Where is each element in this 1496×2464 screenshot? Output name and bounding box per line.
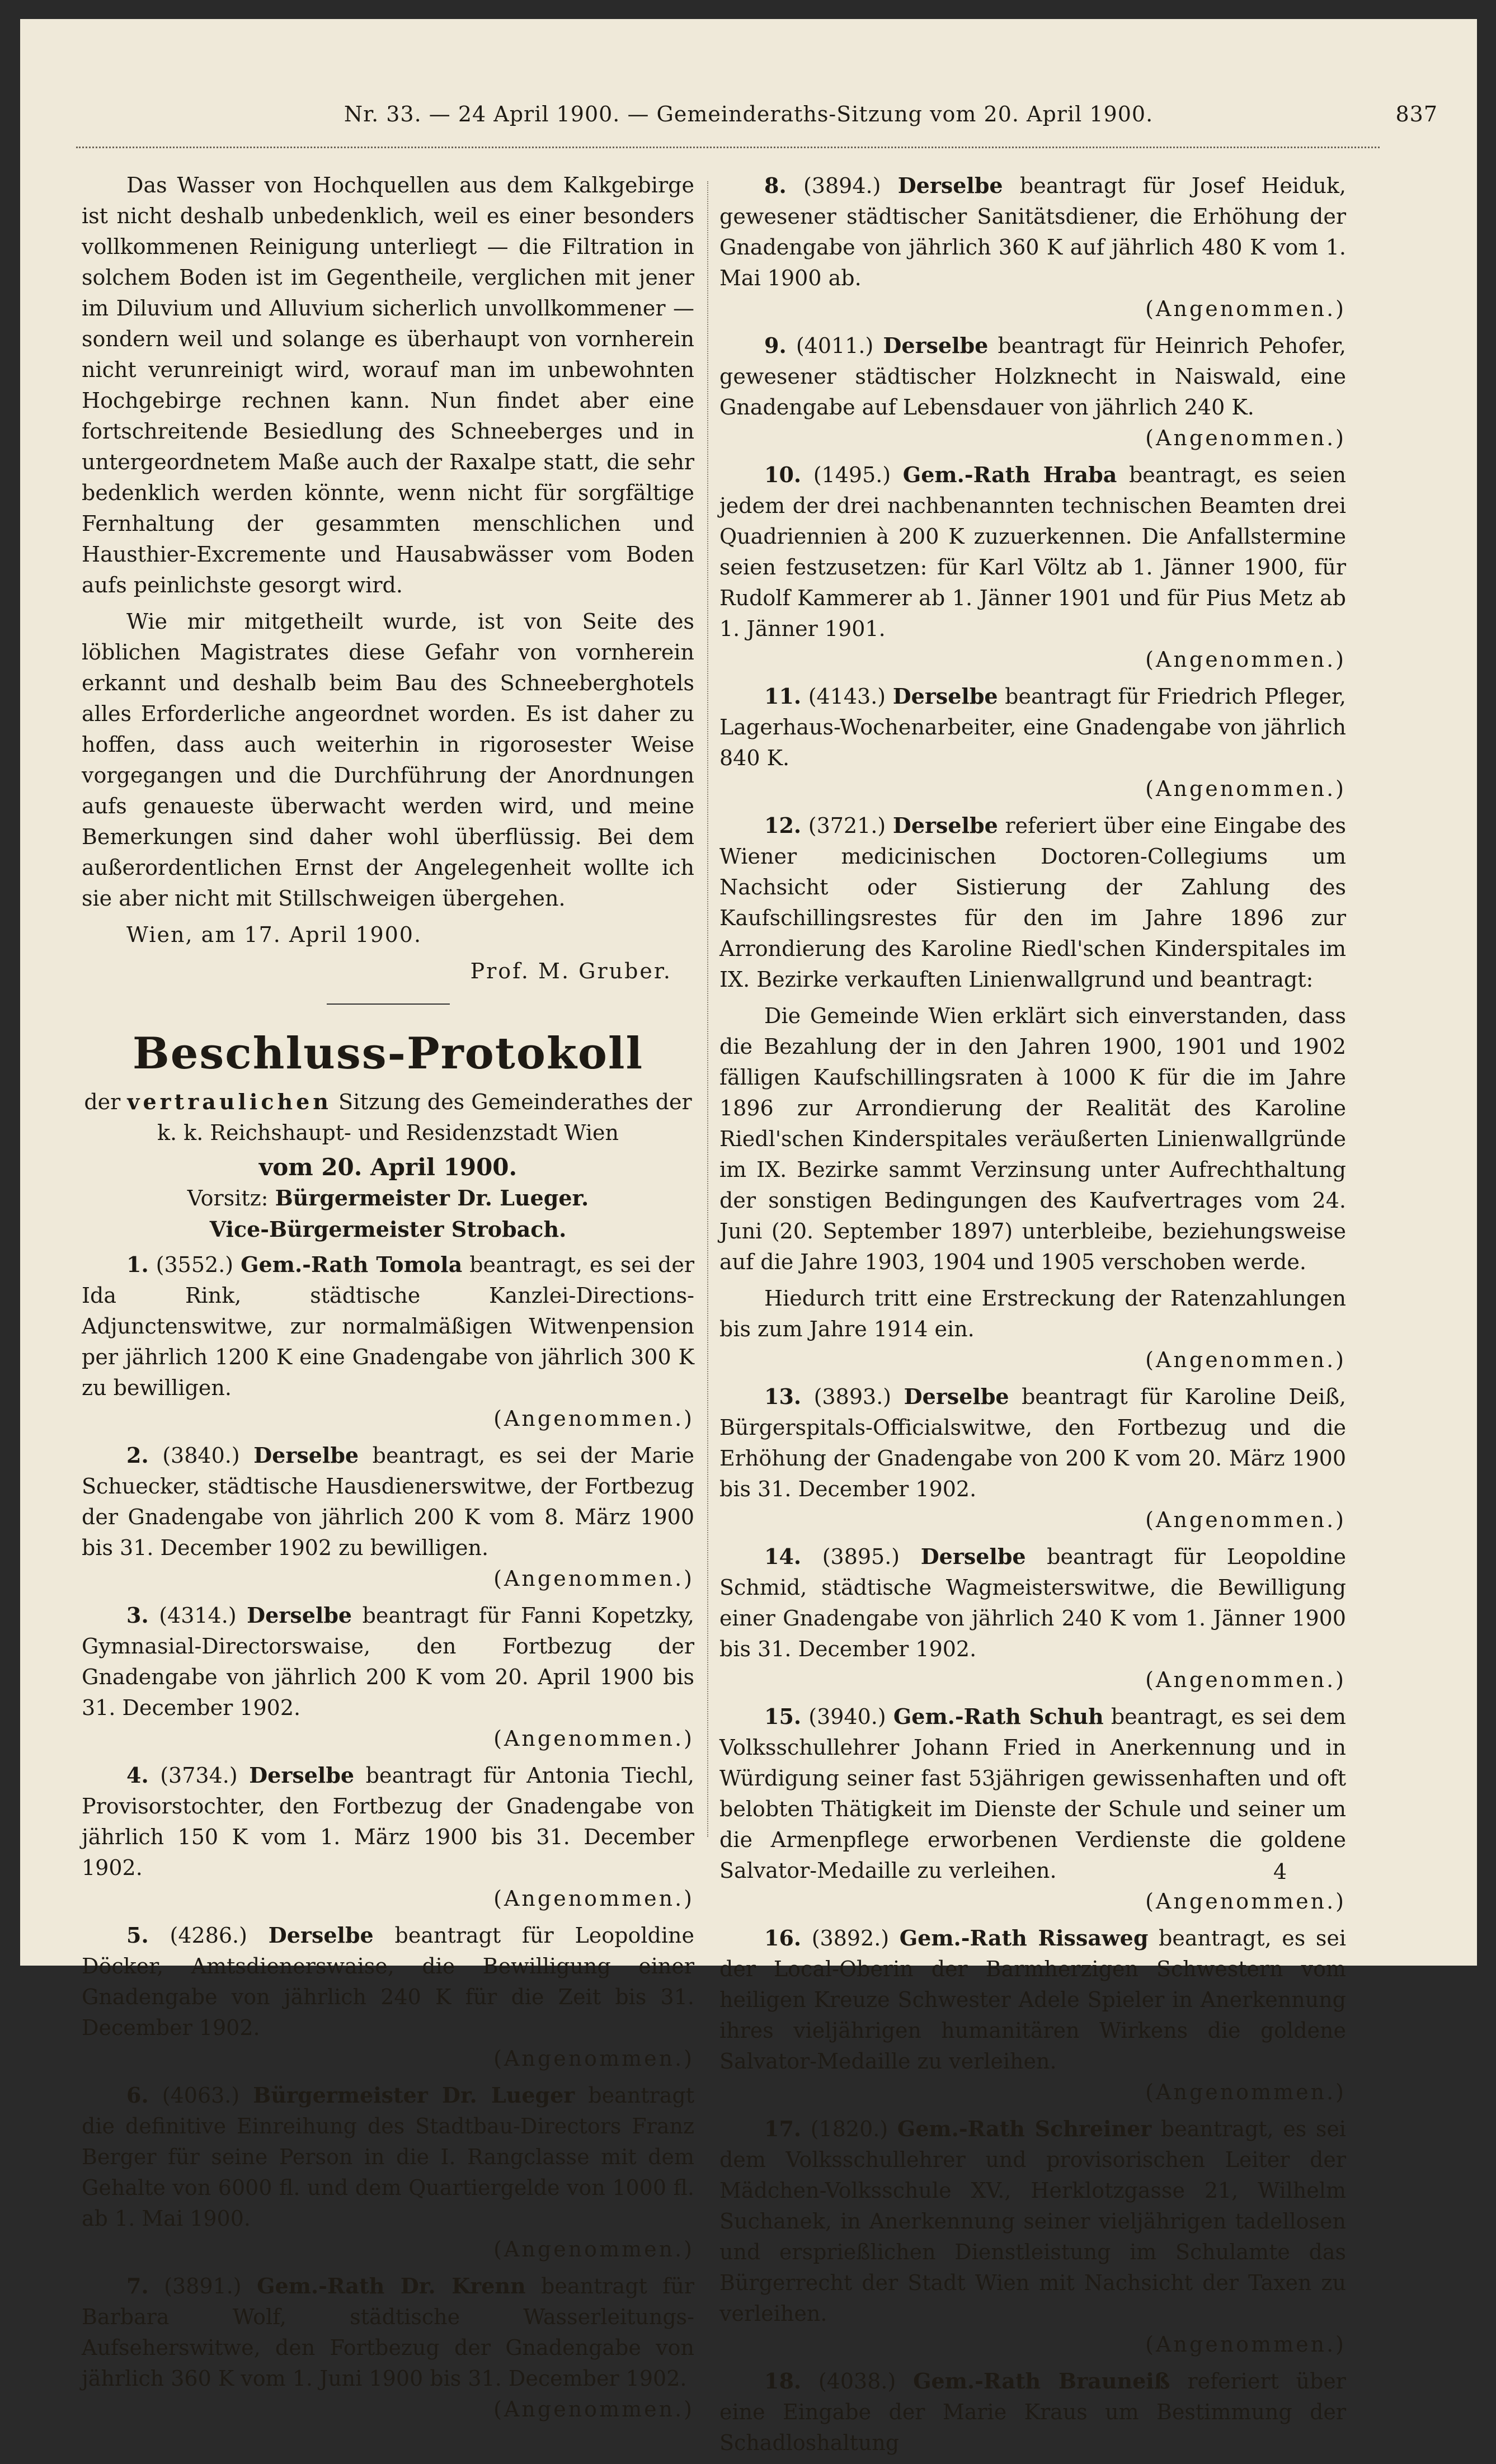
item-reference: (3840.)	[162, 1443, 240, 1468]
item-reference: (1820.)	[810, 2117, 888, 2141]
item-status: (Angenommen.)	[493, 1566, 694, 1591]
item-text: referiert über eine Eingabe des Wiener medicinischen Doctoren-Collegiums um Nachsicht oder Sistierung der Zahlung des Kaufschillingsrestes für den im Jahre 1896 zur Arrondierung des Karoline Riedl'schen Kinderspitales im IX. Bezirke verkauften Linienwallgrund und beantragt:	[719, 813, 1346, 992]
item-number: 15.	[764, 1704, 802, 1729]
item-proposer: Derselbe	[892, 813, 998, 838]
item-proposer: Gem.-Rath Schreiner	[897, 2116, 1152, 2141]
item-reference: (3552.)	[156, 1252, 234, 1277]
protocol-subtitle-1	[82, 1086, 694, 1118]
item-reference: (3895.)	[822, 1544, 900, 1569]
running-header	[20, 92, 1477, 136]
item-text: beantragt, es sei dem Volksschullehrer Johann Fried in Anerkennung und in Würdigung seiner fast 53jährigen gewissenhaften und oft belobten Thätigkeit im Dienste der Schule und seiner um die Armenpflege erworbenen Verdienste die goldene Salvator-Medaille zu verleihen.	[719, 1704, 1346, 1883]
item-reference: (4314.)	[159, 1603, 237, 1628]
item-number: 18.	[764, 2368, 802, 2394]
item-status: (Angenommen.)	[1145, 2080, 1346, 2104]
item-proposer: Derselbe	[883, 333, 989, 358]
item-status: (Angenommen.)	[1145, 296, 1346, 321]
item-reference: (3892.)	[811, 1926, 890, 1951]
item-proposer: Derselbe	[247, 1603, 352, 1628]
item-number: 16.	[764, 1925, 802, 1951]
resolution-item	[719, 1923, 1346, 2077]
item-text: beantragt für Karoline Deiß, Bürgerspitals-Officialswitwe, den Fortbezug und die Erhöhung der Gnadengabe von 200 K vom 20. März 1900 bis 31. December 1902.	[719, 1384, 1346, 1501]
item-status: (Angenommen.)	[1145, 1507, 1346, 1532]
resolution-item	[719, 681, 1346, 774]
item-number: 3.	[126, 1603, 149, 1628]
left-column	[82, 170, 694, 2430]
item-reference: (4063.)	[162, 2083, 240, 2108]
column-divider	[707, 181, 708, 1837]
item-proposer: Gem.-Rath Schuh	[893, 1704, 1104, 1729]
item12-paragraph-3: Hiedurch tritt eine Erstreckung der Ratenzahlungen bis zum Jahre 1914 ein.	[719, 1286, 1346, 1341]
item-reference: (1495.)	[813, 463, 891, 487]
place-date: Wien, am 17. April 1900.	[126, 922, 422, 947]
item-text: beantragt, es sei der Local-Oberin der Barmherzigen Schwestern vom heiligen Kreuze Schwester Adele Spieler in Anerkennung ihres vieljährigen humanitären Wirkens die goldene Salvator-Medaille zu verleihen.	[719, 1926, 1346, 2074]
header-rule	[76, 147, 1380, 154]
item-number: 10.	[764, 462, 802, 487]
protocol-sub-c: Sitzung des Gemeinderathes der	[338, 1090, 692, 1114]
intro-paragraph-1: Das Wasser von Hochquellen aus dem Kalkgebirge ist nicht deshalb unbedenklich, weil es einer besonders vollkommenen Reinigung unterliegt — die Filtration in solchem Boden ist im Gegentheile, verglichen mit jener im Diluvium und Alluvium sicherlich unvollkommener — sondern weil und solange es überhaupt von vornherein nicht verunreinigt wird, worauf man im unbewohnten Hochgebirge rechnen kann. Nun findet aber eine fortschreitende Besiedlung des Schneeberges und in untergeordnetem Maße auch der Raxalpe statt, die sehr bedenklich werden könnte, wenn nicht für sorgfältige Fernhaltung der gesammten menschlichen und Hausthier-Excremente und Hausabwässer vom Boden aufs peinlichste gesorgt wird.	[82, 173, 694, 597]
item-text: beantragt für Antonia Tiechl, Provisorstochter, den Fortbezug der Gnadengabe von jährlich 150 K vom 1. März 1900 bis 31. December 1902.	[82, 1763, 694, 1880]
item-reference: (4143.)	[808, 684, 886, 709]
item-proposer: Derselbe	[268, 1923, 374, 1948]
item12-status: (Angenommen.)	[1145, 1348, 1346, 1372]
left-items-list	[82, 1249, 694, 2425]
chair-label: Vorsitz:	[187, 1186, 269, 1210]
signature: Prof. M. Gruber.	[470, 959, 672, 983]
item-reference: (3893.)	[813, 1384, 892, 1409]
item-proposer: Gem.-Rath Brauneiß	[913, 2368, 1170, 2394]
item-reference: (4286.)	[170, 1923, 247, 1948]
item-text: beantragt für Leopoldine Schmid, städtische Wagmeisterswitwe, die Bewilligung einer Gnadengabe von jährlich 240 K vom 1. Jänner 1900 bis 31. December 1902.	[719, 1544, 1346, 1661]
resolution-item	[719, 459, 1346, 644]
item-status: (Angenommen.)	[1145, 776, 1346, 801]
item-proposer: Gem.-Rath Tomola	[241, 1252, 463, 1277]
item-number: 14.	[764, 1544, 802, 1569]
item-proposer: Derselbe	[892, 684, 998, 709]
item-text: beantragt für Josef Heiduk, gewesener städtischer Sanitätsdiener, die Erhöhung der Gnadengabe von jährlich 360 K auf jährlich 480 K vom 1. Mai 1900 ab.	[719, 173, 1346, 290]
item-proposer: Derselbe	[920, 1544, 1026, 1569]
item-number: 4.	[126, 1763, 149, 1788]
protocol-date: vom 20. April 1900.	[258, 1153, 518, 1181]
item-reference: (3940.)	[808, 1704, 886, 1729]
item-status: (Angenommen.)	[493, 1406, 694, 1431]
item-reference: (4011.)	[796, 333, 874, 358]
item-status: (Angenommen.)	[493, 1726, 694, 1751]
item-reference: (3721.)	[808, 813, 886, 838]
protocol-title: Beschluss-Protokoll	[132, 1028, 644, 1079]
item-text: beantragt, es sei dem Volksschullehrer und provisorischen Leiter der Mädchen-Volksschule XV., Herklotzgasse 21, Wilhelm Suchanek, in Anerkennung seiner vieljährigen tadellosen und ersprießlichen Dienstleistung im Schulamte das Bürgerrecht der Stadt Wien mit Nachsicht der Taxen zu verleihen.	[719, 2117, 1346, 2326]
item-reference: (3894.)	[803, 173, 881, 198]
item-reference: (4038.)	[818, 2369, 896, 2394]
item-text: beantragt für Fanni Kopetzky, Gymnasial-Directorswaise, den Fortbezug der Gnadengabe von jährlich 200 K vom 20. April 1900 bis 31. December 1902.	[82, 1603, 694, 1720]
item-status: (Angenommen.)	[1145, 1667, 1346, 1692]
item-status: (Angenommen.)	[493, 1886, 694, 1911]
intro-paragraph-2: Wie mir mitgetheilt wurde, ist von Seite des löblichen Magistrates diese Gefahr von vornherein erkannt und deshalb beim Bau des Schneeberghotels alles Erforderliche angeordnet worden. Es ist daher zu hoffen, dass auch weiterhin in rigorosester Weise vorgegangen und die Durchführung der Anordnungen aufs genaueste überwacht werden wird, und meine Bemerkungen sind daher wohl überflüssig. Bei dem außerordentlichen Ernst der Angelegenheit wollte ich sie aber nicht mit Stillschweigen übergehen.	[82, 609, 694, 911]
item-number: 9.	[764, 333, 787, 358]
item-status: (Angenommen.)	[493, 2397, 694, 2421]
right-items-list-2	[719, 1381, 1346, 2458]
item-status: (Angenommen.)	[1145, 647, 1346, 672]
resolution-item	[82, 1600, 694, 1723]
vice-mayor: Vice-Bürgermeister Strobach.	[209, 1217, 567, 1242]
item-text: beantragt, es seien jedem der drei nachbenannten technischen Beamten drei Quadriennien à 200 K zuzuerkennen. Die Anfallstermine seien festzusetzen: für Karl Völtz ab 1. Jänner 1900, für Rudolf Kammerer ab 1. Jänner 1901 und für Pius Metz ab 1. Jänner 1901.	[719, 463, 1346, 641]
document-page	[20, 19, 1477, 2455]
item-text: beantragt für Friedrich Pfleger, Lagerhaus-Wochenarbeiter, eine Gnadengabe von jährlich 840 K.	[719, 684, 1346, 770]
resolution-item	[719, 1381, 1346, 1505]
resolution-item	[719, 1701, 1346, 1886]
resolution-item	[719, 810, 1346, 995]
item-proposer: Derselbe	[249, 1763, 355, 1788]
item-text: beantragt für Heinrich Pehofer, gewesener städtischer Holzknecht in Naiswald, eine Gnadengabe auf Lebensdauer von jährlich 240 K.	[719, 333, 1346, 420]
resolution-item	[719, 2113, 1346, 2329]
protocol-sub-b: vertraulichen	[127, 1089, 332, 1114]
item-text: referiert über eine Eingabe der Marie Kraus um Bestimmung der Schadloshaltung	[719, 2369, 1346, 2455]
item-proposer: Gem.-Rath Dr. Krenn	[257, 2273, 526, 2298]
resolution-item	[82, 2270, 694, 2394]
resolution-item	[719, 170, 1346, 294]
item-text: beantragt die definitive Einreihung des Stadtbau-Directors Franz Berger für seine Person in die I. Rangclasse mit dem Gehalte von 6000 fl. und dem Quartiergelde von 1000 fl. ab 1. Mai 1900.	[82, 2083, 694, 2231]
item-text: beantragt, es sei der Ida Rink, städtische Kanzlei-Directions-Adjunctenswitwe, zur normalmäßigen Witwenpension per jährlich 1200 K eine Gnadengabe von jährlich 300 K zu bewilligen.	[82, 1252, 694, 1400]
item-proposer: Gem.-Rath Rissaweg	[899, 1925, 1149, 1951]
item-number: 7.	[126, 2273, 149, 2298]
item-reference: (3891.)	[164, 2274, 242, 2298]
item-proposer: Bürgermeister Dr. Lueger	[253, 2083, 575, 2108]
item-number: 11.	[764, 684, 802, 709]
item-number: 8.	[764, 173, 787, 198]
resolution-item	[82, 1920, 694, 2043]
item12-paragraph-2: Die Gemeinde Wien erklärt sich einverstanden, dass die Bezahlung der in den Jahren 1900, 1901 und 1902 fälligen Kaufschillingsraten à 1000 K für die im Jahre 1896 zur Arrondierung der Realität des Karoline Riedl'schen Kinderspitales veräußerten Linienwallgründe im IX. Bezirke sammt Verzinsung unter Aufrechthaltung der sonstigen Bedingungen des Kaufvertrages vom 24. Juni (20. September 1897) unterbleibe, beziehungsweise auf die Jahre 1903, 1904 und 1905 verschoben werde.	[719, 1003, 1346, 1274]
item-status: (Angenommen.)	[1145, 2332, 1346, 2357]
item-proposer: Gem.-Rath Hraba	[902, 462, 1117, 487]
item-text: beantragt für Leopoldine Döcker, Amtsdienerswaise, die Bewilligung einer Gnadengabe von jährlich 240 K für die Zeit bis 31. December 1902.	[82, 1923, 694, 2040]
item-number: 2.	[126, 1443, 149, 1468]
item-text: beantragt, es sei der Marie Schuecker, städtische Hausdienerswitwe, der Fortbezug der Gnadengabe von jährlich 200 K vom 8. März 1900 bis 31. December 1902 zu bewilligen.	[82, 1443, 694, 1560]
resolution-item	[719, 2366, 1346, 2458]
page-number: 837	[1395, 102, 1438, 126]
item-number: 5.	[126, 1923, 149, 1948]
resolution-item	[82, 1440, 694, 1563]
resolution-item	[82, 1760, 694, 1883]
item-status: (Angenommen.)	[1145, 1889, 1346, 1914]
protocol-sub-a: der	[84, 1090, 121, 1114]
item-status: (Angenommen.)	[493, 2046, 694, 2071]
item-reference: (3734.)	[160, 1763, 238, 1788]
chair-name: Bürgermeister Dr. Lueger.	[275, 1185, 589, 1210]
sheet-number: 4	[1273, 1859, 1287, 1884]
item-number: 17.	[764, 2116, 802, 2141]
header-title: Nr. 33. — 24 April 1900. — Gemeinderaths-Sitzung vom 20. April 1900.	[344, 102, 1154, 126]
right-items-list	[719, 170, 1346, 995]
item-proposer: Derselbe	[897, 173, 1003, 198]
item-status: (Angenommen.)	[1145, 426, 1346, 450]
item-number: 12.	[764, 813, 802, 838]
resolution-item	[82, 2080, 694, 2234]
item-number: 6.	[126, 2083, 149, 2108]
separator-rule	[327, 1003, 450, 1005]
item-status: (Angenommen.)	[493, 2237, 694, 2262]
item-number: 1.	[126, 1252, 149, 1277]
chair-line	[82, 1182, 694, 1214]
protocol-subtitle-2: k. k. Reichshaupt- und Residenzstadt Wien	[157, 1120, 619, 1145]
item-number: 13.	[764, 1384, 802, 1409]
item-proposer: Derselbe	[253, 1443, 359, 1468]
resolution-item	[719, 1541, 1346, 1665]
right-column	[719, 170, 1346, 2464]
resolution-item	[719, 330, 1346, 423]
resolution-item	[82, 1249, 694, 1403]
item-proposer: Derselbe	[904, 1384, 1009, 1409]
item-text: beantragt für Barbara Wolf, städtische Wasserleitungs-Aufseherswitwe, den Fortbezug der Gnadengabe von jährlich 360 K vom 1. Juni 1900 bis 31. December 1902.	[82, 2274, 694, 2391]
